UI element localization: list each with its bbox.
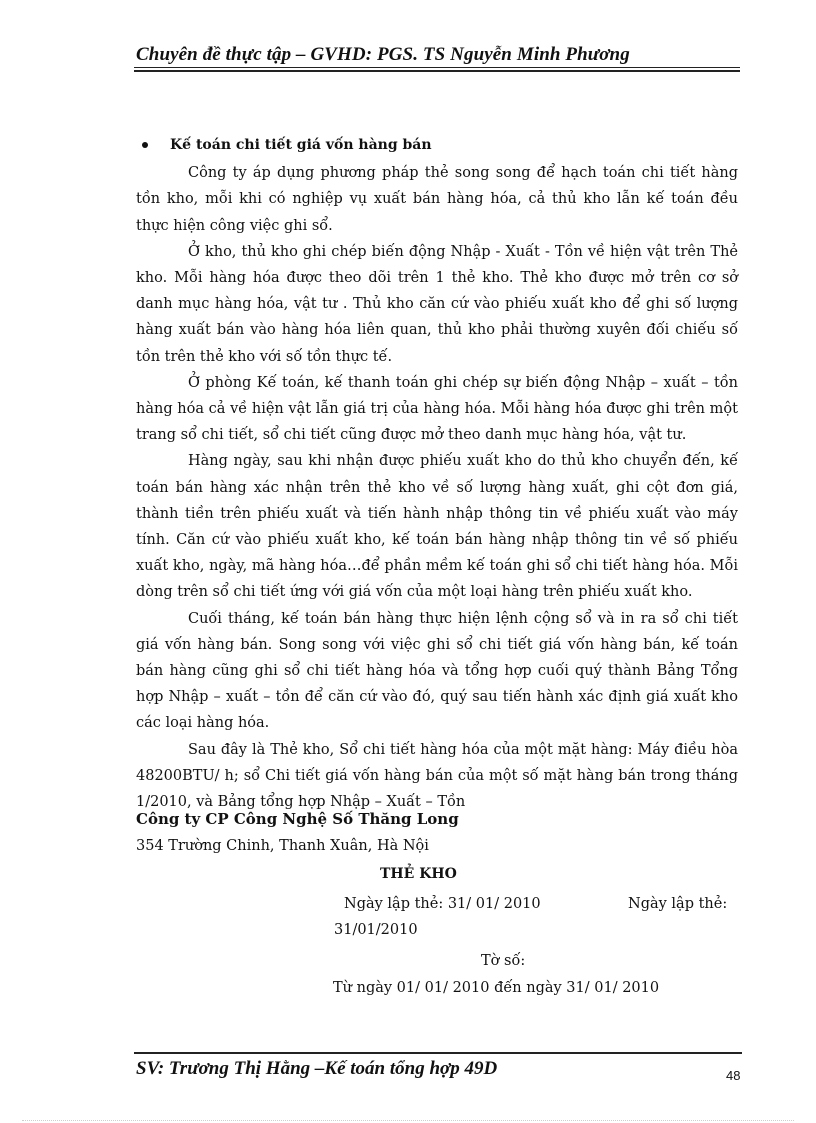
card-created-date-label: Ngày lập thẻ:: [628, 896, 728, 912]
card-created-date-value: 31/01/2010: [334, 922, 418, 938]
section-heading: [142, 132, 738, 158]
bullet-icon: [142, 142, 148, 148]
card-title: THẺ KHO: [380, 866, 457, 882]
footer-student: SV: Trương Thị Hằng –Kế toán tổng hợp 49D: [136, 1058, 498, 1079]
page-number: 48: [726, 1068, 741, 1083]
card-created-date: Ngày lập thẻ: 31/ 01/ 2010: [344, 896, 541, 912]
company-name: Công ty CP Công Nghệ Số Thăng Long: [136, 810, 459, 828]
card-date-range: Từ ngày 01/ 01/ 2010 đến ngày 31/ 01/ 2010: [333, 980, 660, 996]
paragraph: Ở kho, thủ kho ghi chép biến động Nhập - Xuất - Tồn về hiện vật trên Thẻ kho. Mỗi hàng hóa được theo dõi trên 1 thẻ kho. Thẻ kho được mở trên cơ sở danh mục hàng hóa, vật tư . Thủ kho căn cứ vào phiếu xuất kho để ghi số lượng hàng xuất bán vào hàng hóa liên quan, thủ kho phải thường xuyên đối chiếu số tồn trên thẻ kho với số tồn thực tế.: [136, 243, 738, 365]
paragraph: Cuối tháng, kế toán bán hàng thực hiện lệnh cộng sổ và in ra sổ chi tiết giá vốn hàng bán. Song song với việc ghi sổ chi tiết giá vốn hàng bán, kế toán bán hàng cũng ghi sổ chi tiết hàng hóa và tổng hợp cuối quý thành Bảng Tổng hợp Nhập – xuất – tồn để căn cứ vào đó, quý sau tiến hành xác định giá xuất kho các loại hàng hóa.: [136, 610, 738, 732]
footer-divider: [134, 1052, 742, 1054]
company-address: 354 Trường Chinh, Thanh Xuân, Hà Nội: [136, 838, 429, 854]
body-content: [136, 132, 738, 815]
paragraph: Hàng ngày, sau khi nhận được phiếu xuất kho do thủ kho chuyển đến, kế toán bán hàng xác nhận trên thẻ kho về số lượng hàng xuất, ghi cột đơn giá, thành tiền trên phiếu xuất và tiến hành nhập thông tin về phiếu xuất vào máy tính. Căn cứ vào phiếu xuất kho, kế toán bán hàng nhập thông tin về số phiếu xuất kho, ngày, mã hàng hóa…để phần mềm kế toán ghi sổ chi tiết hàng hóa. Mỗi dòng trên sổ chi tiết ứng với giá vốn của một loại hàng trên phiếu xuất kho.: [136, 453, 738, 601]
paragraph: Ở phòng Kế toán, kế thanh toán ghi chép sự biến động Nhập – xuất – tồn hàng hóa cả về hiện vật lẫn giá trị của hàng hóa. Mỗi hàng hóa được ghi trên một trang sổ chi tiết, sổ chi tiết cũng được mở theo danh mục hàng hóa, vật tư.: [136, 374, 738, 444]
paragraph: Công ty áp dụng phương pháp thẻ song song để hạch toán chi tiết hàng tồn kho, mỗi khi có nghiệp vụ xuất bán hàng hóa, cả thủ kho lẫn kế toán đều thực hiện công việc ghi sổ.: [136, 165, 738, 234]
paragraph: Sau đây là Thẻ kho, Sổ chi tiết hàng hóa của một mặt hàng: Máy điều hòa 48200BTU/ h; sổ Chi tiết giá vốn hàng bán của một số mặt hàng bán trong tháng 1/2010, và Bảng tổng hợp Nhập – Xuất – Tồn: [136, 741, 738, 811]
header-divider: [134, 67, 740, 68]
header-divider-thick: [134, 70, 740, 72]
section-heading-text: Kế toán chi tiết giá vốn hàng bán: [170, 137, 432, 153]
company-block: [136, 806, 738, 860]
page-header: Chuyên đề thực tập – GVHD: PGS. TS Nguyễn Minh Phương: [136, 44, 630, 65]
page-edge: [22, 1120, 794, 1121]
card-sheet-number: Tờ số:: [481, 953, 526, 969]
